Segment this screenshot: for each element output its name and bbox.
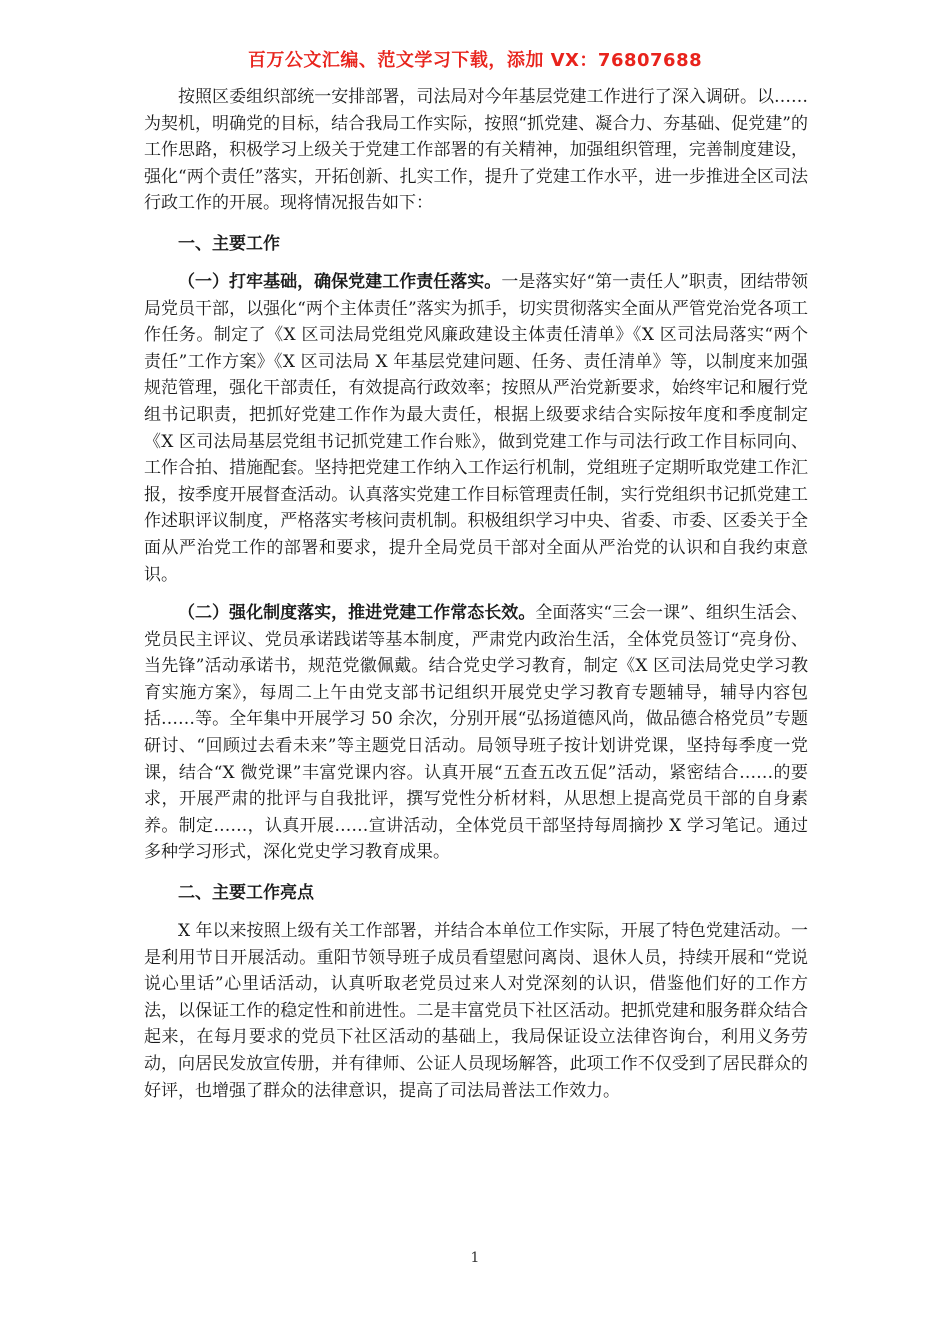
subsection-2-paragraph xyxy=(144,600,808,866)
subsection-1-paragraph xyxy=(144,269,808,588)
subsection-2-body: 全面落实“三会一课”、组织生活会、党员民主评议、党员承诺践诺等基本制度，严肃党内政治生活，全体党员签订“亮身份、当先锋”活动承诺书，规范党徽佩戴。结合党史学习教育，制定《X 区司法局党史学习教育实施方案》，每周二上午由党支部书记组织开展党史学习教育专题辅导，辅导内容包括……等。全年集中开展学习 50 余次，分别开展“弘扬道德风尚，做品德合格党员”专题研讨、“回顾过去看未来”等主题党日活动。局领导班子按计划讲党课，坚持每季度一党课，结合“X 微党课”丰富党课内容。认真开展“五查五改五促”活动，紧密结合……的要求，开展严肃的批评与自我批评，撰写党性分析材料，从思想上提高党员干部的自身素养。制定……，认真开展……宣讲活动，全体党员干部坚持每周摘抄 X 学习笔记。通过多种学习形式，深化党史学习教育成果。 xyxy=(144,603,809,863)
section-heading-highlights: 二、主要工作亮点 xyxy=(178,883,314,904)
highlights-paragraph: X 年以来按照上级有关工作部署，并结合本单位工作实际，开展了特色党建活动。一是利用节日开展活动。重阳节领导班子成员看望慰问离岗、退休人员，持续开展和“党说说心里话”心里话活动，认真听取老党员过来人对党深刻的认识，借鉴他们好的工作方法，以保证工作的稳定性和前进性。二是丰富党员下社区活动。把抓党建和服务群众结合起来，在每月要求的党员下社区活动的基础上，我局保证设立法律咨询台，利用义务劳动，向居民发放宣传册，并有律师、公证人员现场解答，此项工作不仅受到了居民群众的好评，也增强了群众的法律意识，提高了司法局普法工作效力。 xyxy=(144,921,808,1101)
subsection-1-heading: （一）打牢基础，确保党建工作责任落实。 xyxy=(178,271,502,292)
page-number: 1 xyxy=(470,1250,480,1266)
watermark-banner: 百万公文汇编、范文学习下载，添加 VX：76807688 xyxy=(247,50,703,71)
subsection-2-heading: （二）强化制度落实，推进党建工作常态长效。 xyxy=(178,603,536,624)
intro-paragraph: 按照区委组织部统一安排部署，司法局对今年基层党建工作进行了深入调研。以……为契机，明确党的目标，结合我局工作实际，按照“抓党建、凝合力、夯基础、促党建”的工作思路，积极学习上级关于党建工作部署的有关精神，加强组织管理，完善制度建设，强化“两个责任”落实，开拓创新、扎实工作，提升了党建工作水平，进一步推进全区司法行政工作的开展。现将情况报告如下： xyxy=(144,87,808,214)
document-body xyxy=(144,84,808,1104)
section-heading-main-work: 一、主要工作 xyxy=(178,233,280,254)
subsection-1-body: 一是落实好“第一责任人”职责，团结带领局党员干部，以强化“两个主体责任”落实为抓手，切实贯彻落实全面从严管党治党各项工作任务。制定了《X 区司法局党组党风廉政建设主体责任清单》《X 区司法局落实“两个责任”工作方案》《X 区司法局 X 年基层党建问题、任务、责任清单》等，以制度来加强规范管理，强化干部责任，有效提高行政效率；按照从严治党新要求，始终牢记和履行党组书记职责，把抓好党建工作作为最大责任，根据上级要求结合实际按年度和季度制定《X 区司法局基层党组书记抓党建工作台账》，做到党建工作与司法行政工作目标同向、工作合拍、措施配套。坚持把党建工作纳入工作运行机制，党组班子定期听取党建工作汇报，按季度开展督查活动。认真落实党建工作目标管理责任制，实行党组织书记抓党建工作述职评议制度，严格落实考核问责机制。积极组织学习中央、省委、市委、区委关于全面从严治党工作的部署和要求，提升全局党员干部对全面从严治党的认识和自我约束意识。 xyxy=(144,271,808,585)
